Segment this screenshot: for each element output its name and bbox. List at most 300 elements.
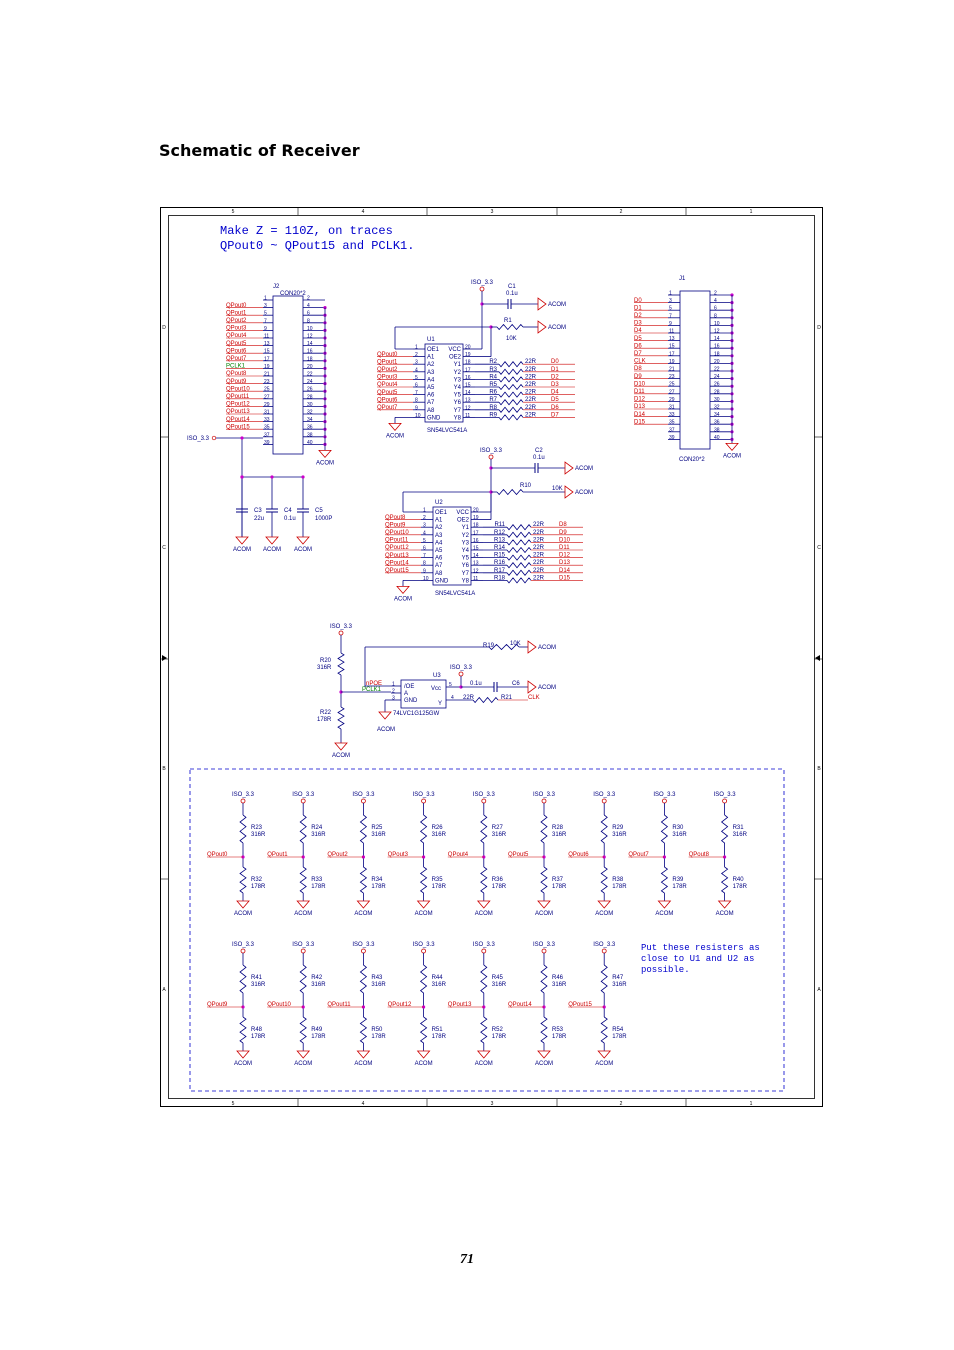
buffer-output: D14 [559, 567, 571, 574]
pullup-res-ref: R10 [520, 483, 532, 489]
buffer-pin-name: Y5 [453, 392, 461, 399]
series-resistor-ref: R6 [489, 389, 497, 396]
resistor-symbol [499, 415, 523, 420]
term-top-value: 316R [311, 832, 326, 838]
acom-label: ACOM [548, 325, 566, 331]
row-marker: D [817, 325, 821, 331]
resistor-symbol [499, 392, 523, 397]
resistor-symbol [240, 867, 246, 893]
buffer-pin-name: A8 [435, 570, 443, 577]
term-bottom-ref: R53 [552, 1027, 564, 1033]
j2-signal: QPout3 [226, 325, 247, 332]
j1-pin: 23 [669, 374, 675, 381]
term-top-value: 316R [371, 982, 386, 988]
series-resistor-value: 22R [525, 359, 537, 366]
j1-pin: 31 [669, 404, 675, 411]
j1-pin: 18 [714, 351, 720, 358]
buffer-input: QPout5 [377, 389, 398, 396]
u3-r19-value: 10K [510, 641, 521, 647]
ground-label: ACOM [234, 911, 252, 917]
resistor-symbol [541, 965, 547, 993]
term-top-value: 316R [491, 832, 507, 838]
j1-pin: 2 [714, 290, 717, 297]
resistor-symbol [722, 815, 728, 843]
j2-pin: 39 [264, 439, 270, 446]
resistor-symbol [240, 1017, 246, 1043]
resistor-symbol [481, 867, 487, 893]
j2-pin: 26 [307, 386, 313, 393]
series-resistor-value: 22R [533, 552, 545, 559]
power-label: ISO_3.3 [329, 624, 353, 630]
resistor-symbol [497, 325, 523, 330]
series-resistor-value: 22R [525, 397, 537, 404]
u3-pin-name: /OE [404, 684, 415, 690]
power-symbol [482, 799, 486, 803]
ground-symbol [237, 1051, 249, 1058]
connector-j1 [634, 276, 741, 463]
ground-label: ACOM [474, 911, 493, 917]
term-top-value: 316R [612, 832, 627, 838]
resistor-symbol [541, 1017, 547, 1043]
buffer-pin: 6 [423, 545, 426, 552]
power-label: ISO_3.3 [713, 792, 736, 798]
j1-pin: 33 [669, 412, 675, 419]
j2-pin: 24 [307, 379, 313, 386]
resistor-symbol [601, 965, 607, 993]
series-resistor-value: 22R [525, 412, 537, 419]
trace-note-line1: Make Z = 110Z, on traces [220, 224, 393, 238]
resistor-symbol [499, 369, 523, 374]
buffer-pin-name: A5 [427, 385, 435, 391]
term-top-value: 316R [672, 832, 687, 838]
j1-pin: 22 [714, 366, 720, 373]
term-signal: QPout3 [387, 852, 408, 858]
power-label: ISO_3.3 [449, 665, 473, 671]
buffer-u1 [377, 280, 575, 439]
j2-pin: 30 [307, 401, 313, 408]
term-top-value: 316R [552, 982, 567, 988]
j2-pin: 28 [307, 394, 313, 401]
u3-pin: 5 [449, 682, 452, 688]
term-signal: QPout14 [508, 1002, 532, 1008]
j2-pin: 38 [307, 432, 313, 439]
j1-pin: 37 [669, 427, 675, 434]
buffer-output: D5 [551, 397, 559, 404]
u3-pin: 1 [392, 681, 395, 688]
buffer-pin: 19 [465, 352, 471, 359]
power-label: ISO_3.3 [412, 792, 435, 798]
term-top-value: 316R [431, 982, 446, 988]
resistor-symbol [360, 867, 366, 893]
u3-pin-name: Y [438, 701, 443, 707]
series-resistor-value: 22R [525, 382, 537, 388]
j2-pin: 8 [307, 318, 310, 325]
ground-symbol [297, 537, 309, 544]
buffer-pin-name: A4 [435, 540, 443, 547]
series-resistor-ref: R18 [493, 575, 505, 582]
j1-pin: 32 [714, 404, 720, 411]
buffer-pin: 11 [465, 412, 471, 419]
term-top-ref: R43 [371, 975, 383, 981]
u3-part: 74LVC1G125GW [393, 711, 440, 717]
j1-pin: 20 [714, 358, 720, 365]
acom-label: ACOM [575, 466, 593, 472]
term-top-ref: R44 [431, 975, 443, 981]
power-symbol [482, 949, 486, 953]
j1-pin: 24 [714, 374, 720, 381]
series-resistor-value: 22R [533, 522, 545, 529]
resistor-symbol [507, 578, 531, 583]
j2-signal: QPout11 [226, 394, 250, 400]
j2-signal: QPout5 [226, 340, 247, 347]
buffer-pin-name: Y3 [461, 540, 469, 547]
buffer-input: QPout13 [385, 552, 409, 559]
series-resistor-ref: R17 [493, 567, 505, 574]
outer-frame [161, 208, 823, 1107]
term-bottom-value: 178R [552, 1034, 567, 1040]
resistor-symbol [507, 525, 531, 530]
resistor-symbol [360, 965, 366, 993]
buffer-output: D8 [559, 522, 567, 529]
j2-pin: 16 [307, 348, 313, 355]
j1-signal: CLK [634, 358, 646, 365]
ground-symbol [418, 1051, 430, 1058]
pullup-res-value: 10K [552, 486, 563, 492]
buffer-pin: 5 [423, 537, 426, 544]
j1-signal: D7 [634, 351, 642, 357]
term-bottom-ref: R50 [371, 1027, 383, 1033]
series-resistor-value: 22R [525, 366, 537, 373]
term-top-ref: R23 [251, 825, 263, 831]
resistor-symbol [499, 407, 523, 412]
j1-signal: D5 [634, 335, 642, 342]
power-symbol [489, 455, 493, 459]
u3-r19-ref: R19 [483, 643, 495, 649]
j1-signal: D15 [634, 419, 646, 426]
buffer-pin-name: Y6 [453, 400, 461, 407]
j2-pin: 18 [307, 356, 313, 363]
power-symbol [361, 799, 365, 803]
buffer-pin-name: VCC [456, 510, 469, 516]
junction [240, 475, 243, 478]
power-symbol [301, 949, 305, 953]
resistor-symbol [481, 815, 487, 843]
buffer-pin: 18 [465, 359, 471, 366]
u3-pclk: PCLK1 [362, 687, 382, 693]
buffer-output: D4 [551, 389, 559, 396]
buffer-pin: 20 [465, 344, 471, 351]
buffer-pin: 8 [415, 397, 418, 404]
j2-pin: 23 [264, 379, 270, 386]
series-resistor-value: 22R [533, 537, 545, 544]
series-resistor-ref: R16 [493, 560, 505, 567]
j2-iso-label: ISO_3.3 [187, 436, 210, 442]
ground-label: ACOM [294, 911, 313, 917]
power-label: ISO_3.3 [479, 448, 503, 454]
power-label: ISO_3.3 [593, 942, 616, 948]
j2-signal: QPout2 [226, 318, 247, 324]
u3-pin: 2 [392, 688, 395, 695]
term-bottom-ref: R34 [371, 877, 383, 883]
j1-signal: D6 [634, 343, 642, 350]
j2-pin: 2 [307, 295, 310, 302]
buffer-pin-name: OE1 [427, 347, 440, 353]
ground-symbol [719, 901, 731, 908]
buffer-output: D12 [559, 552, 571, 559]
acom-arrow [565, 462, 573, 474]
buffer-pin-name: Y3 [453, 377, 461, 384]
ground-symbol [538, 1051, 550, 1058]
j1-signal: D13 [634, 404, 646, 411]
ground-symbol [397, 586, 409, 593]
term-bottom-ref: R48 [251, 1027, 263, 1033]
ground-label: ACOM [354, 911, 373, 917]
resistor-symbol [300, 867, 306, 893]
term-top-ref: R46 [552, 975, 564, 981]
series-resistor-ref: R14 [493, 545, 505, 551]
term-bottom-value: 178R [311, 884, 326, 890]
buffer-input: QPout0 [377, 351, 398, 358]
buffer-pin-name: A2 [435, 525, 443, 532]
j2-pin: 4 [307, 303, 310, 310]
buffer-ref: U2 [435, 500, 443, 506]
cap-value: 22u [254, 516, 265, 522]
resistor-note-line3: possible. [641, 965, 690, 975]
power-label: ISO_3.3 [352, 942, 375, 948]
power-symbol [480, 287, 484, 291]
j1-pin: 17 [669, 351, 675, 358]
j2-pin: 17 [264, 356, 270, 363]
resistor-symbol [601, 1017, 607, 1043]
buffer-pin-name: OE2 [448, 354, 461, 361]
j1-pin: 5 [669, 305, 672, 312]
buffer-pin: 18 [473, 522, 479, 529]
j2-signal: QPout13 [226, 409, 250, 416]
buffer-part: SN54LVC541A [427, 428, 468, 434]
power-symbol [241, 949, 245, 953]
u3-pin-name: GND [404, 698, 418, 704]
term-top-value: 316R [491, 982, 507, 988]
cap-value: 0.1u [284, 516, 296, 522]
j2-pin: 5 [264, 310, 267, 317]
series-resistor-ref: R4 [489, 374, 497, 381]
ground-symbol [389, 423, 401, 430]
j1-signal: D3 [634, 320, 642, 327]
term-bottom-ref: R39 [672, 877, 684, 883]
buffer-pin-name: A6 [435, 555, 443, 562]
series-resistor-value: 22R [525, 404, 537, 411]
frame-arrow [162, 655, 167, 661]
term-signal: QPout11 [327, 1002, 351, 1008]
column-marker: 2 [619, 1101, 623, 1107]
power-label: ISO_3.3 [653, 792, 676, 798]
buffer-input: QPout6 [377, 397, 398, 404]
resistor-symbol [421, 1017, 427, 1043]
u3-gnd-label: ACOM [377, 727, 395, 733]
series-resistor-ref: R11 [494, 522, 505, 529]
term-top-ref: R41 [251, 975, 263, 981]
buffer-output: D13 [559, 560, 571, 567]
power-label: ISO_3.3 [532, 942, 556, 948]
ground-symbol [478, 1051, 490, 1058]
term-top-ref: R26 [431, 825, 443, 831]
j1-signal: D14 [634, 411, 646, 418]
term-top-ref: R45 [491, 975, 503, 981]
j1-pin: 9 [669, 320, 672, 327]
buffer-pin: 1 [423, 507, 426, 514]
buffer-input: QPout12 [385, 545, 409, 552]
term-top-value: 316R [251, 982, 266, 988]
ground-symbol [538, 901, 550, 908]
j2-pin: 15 [264, 348, 270, 355]
frame-arrow [815, 655, 820, 661]
power-label: ISO_3.3 [231, 942, 255, 948]
buffer-pin-name: A6 [427, 392, 435, 399]
termination-resistors [207, 792, 748, 1067]
series-resistor-value: 22R [533, 545, 545, 551]
power-label: ISO_3.3 [292, 942, 315, 948]
ground-symbol [297, 1051, 309, 1058]
term-bottom-value: 178R [251, 884, 266, 890]
pullup-res-value: 10K [506, 336, 517, 342]
term-bottom-ref: R49 [311, 1027, 323, 1033]
resistor-symbol [421, 867, 427, 893]
series-resistor-value: 22R [533, 575, 545, 582]
j2-signal: QPout6 [226, 348, 247, 355]
j2-pin: 27 [264, 394, 270, 401]
term-bottom-ref: R40 [732, 877, 744, 883]
buffer-pin: 12 [465, 405, 471, 412]
buffer-output: D10 [559, 537, 571, 544]
series-resistor-ref: R12 [493, 529, 505, 536]
term-signal: QPout1 [267, 852, 288, 858]
buffer-pin: 1 [415, 344, 418, 351]
term-bottom-ref: R38 [612, 877, 624, 883]
buffer-pin-name: Y8 [461, 578, 469, 585]
buffer-pin-name: GND [427, 415, 441, 422]
j2-pin: 37 [264, 432, 270, 439]
column-marker: 1 [749, 209, 753, 215]
buffer-pin-name: OE1 [435, 510, 448, 516]
j1-pin: 39 [669, 434, 675, 441]
ground-symbol [598, 1051, 610, 1058]
term-signal: QPout5 [508, 852, 529, 858]
ground-label: ACOM [294, 1061, 313, 1067]
j2-pin: 25 [264, 386, 270, 393]
resistor-symbol [661, 867, 667, 893]
buffer-pin: 17 [465, 367, 471, 374]
j2-pin: 1 [264, 295, 267, 302]
term-signal: QPout10 [267, 1002, 291, 1008]
decoupling-cap-value: 0.1u [506, 291, 518, 297]
buffer-output: D7 [551, 412, 559, 419]
j2-pin: 10 [307, 325, 313, 332]
series-resistor-ref: R7 [489, 397, 497, 404]
j1-pin: 30 [714, 396, 720, 403]
j1-signal: D9 [634, 373, 642, 380]
power-symbol [212, 436, 216, 440]
j1-pin: 11 [669, 328, 675, 335]
buffer-pin-name: A7 [435, 563, 443, 570]
row-marker: C [162, 545, 166, 551]
resistor-symbol [722, 867, 728, 893]
term-bottom-value: 178R [311, 1034, 326, 1040]
term-bottom-value: 178R [732, 884, 747, 890]
ground-symbol [266, 537, 278, 544]
j2-signal: QPout4 [226, 333, 247, 340]
ground-label: ACOM [655, 911, 674, 917]
buffer-pin-name: Y7 [453, 407, 461, 414]
buffer-input: QPout11 [385, 537, 409, 544]
series-resistor-value: 22R [533, 529, 545, 536]
ground-label: ACOM [474, 1061, 493, 1067]
buffer-pin-name: Y5 [461, 555, 469, 562]
j1-pin: 4 [714, 298, 717, 305]
ground-label: ACOM [535, 1061, 553, 1067]
row-marker: B [162, 766, 166, 772]
j2-pin: 31 [264, 409, 270, 416]
power-label: ISO_3.3 [292, 792, 315, 798]
term-signal: QPout7 [628, 852, 649, 858]
buffer-pin-name: OE2 [456, 517, 469, 524]
term-top-value: 316R [612, 982, 627, 988]
j1-pin: 1 [669, 290, 672, 297]
buffer-input: QPout3 [377, 374, 398, 381]
resistor-symbol [541, 867, 547, 893]
row-marker: A [817, 987, 821, 993]
j1-pin: 15 [669, 343, 675, 350]
ground-symbol [726, 443, 738, 450]
j2-pin: 29 [264, 401, 270, 408]
j2-pin: 7 [264, 318, 267, 325]
acom-label: ACOM [538, 685, 556, 691]
u3-npoe: nPOE [366, 681, 383, 687]
junction [240, 436, 243, 439]
acom-arrow [528, 681, 536, 693]
buffer-pin: 8 [423, 560, 426, 567]
power-symbol [422, 949, 426, 953]
ground-label: ACOM [595, 1061, 614, 1067]
buffer-output: D0 [551, 359, 559, 366]
j1-pin: 26 [714, 381, 720, 388]
page-number: 71 [460, 1252, 474, 1267]
resistor-symbol [497, 490, 523, 495]
series-resistor-ref: R3 [489, 366, 497, 373]
term-bottom-value: 178R [672, 884, 687, 890]
u3-r22-ref: R22 [320, 710, 332, 716]
connector-j2 [187, 284, 334, 537]
buffer-pin-name: A3 [427, 369, 435, 376]
j2-pin: 14 [307, 341, 313, 348]
term-signal: QPout13 [447, 1002, 472, 1008]
ground-label: ACOM [263, 547, 281, 553]
j1-pin: 10 [714, 320, 720, 327]
term-bottom-value: 178R [612, 1034, 627, 1040]
resistor-symbol [300, 1017, 306, 1043]
buffer-pin: 11 [473, 575, 479, 582]
buffer-pin-name: A8 [427, 407, 435, 414]
resistor-symbol [507, 563, 531, 568]
u3-c6-ref: C6 [512, 681, 520, 687]
term-bottom-value: 178R [491, 884, 507, 890]
j1-pin: 14 [714, 336, 720, 343]
j1-pin: 21 [669, 366, 675, 373]
ground-label: ACOM [723, 453, 741, 460]
term-top-ref: R47 [612, 975, 624, 981]
column-marker: 3 [490, 1101, 494, 1107]
resistor-symbol [661, 815, 667, 843]
j2-signal: PCLK1 [226, 363, 246, 370]
